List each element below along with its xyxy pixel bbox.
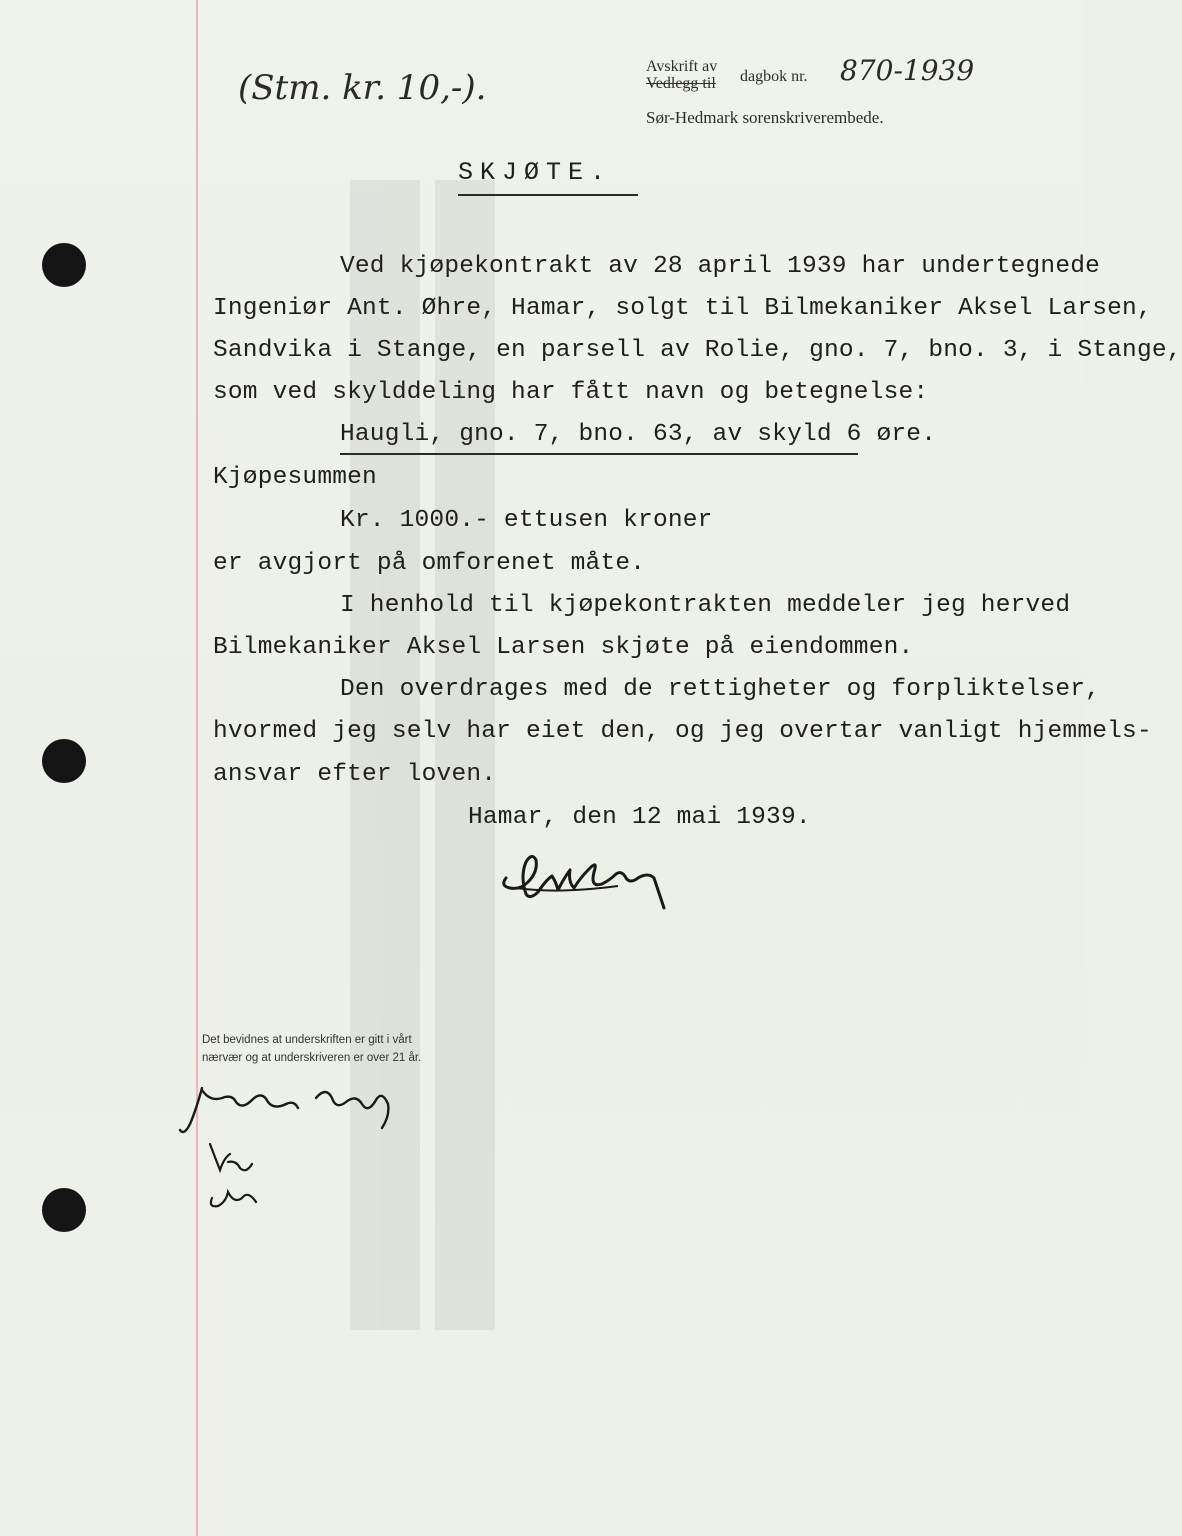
stamp-vedlegg-struck: Vedlegg til: [646, 75, 716, 92]
handwritten-reference: (Stm. kr. 10,-).: [238, 68, 487, 108]
punch-hole: [42, 243, 86, 287]
certification-line: Det bevidnes at underskriften er gitt i vårt: [202, 1034, 412, 1046]
body-line: Ved kjøpekontrakt av 28 april 1939 har undertegnede: [340, 253, 1101, 280]
stamp-office: Sør-Hedmark sorenskriverembede.: [646, 108, 884, 127]
punch-hole: [42, 739, 86, 783]
punch-hole: [42, 1188, 86, 1232]
property-underline: [340, 453, 858, 455]
body-line: Kjøpesummen: [213, 464, 377, 491]
body-line: I henhold til kjøpekontrakten meddeler jeg herved: [340, 592, 1071, 619]
document-title: SKJØTE.: [458, 158, 613, 187]
body-line: Ingeniør Ant. Øhre, Hamar, solgt til Bilmekaniker Aksel Larsen,: [213, 295, 1152, 322]
body-line: hvormed jeg selv har eiet den, og jeg overtar vanligt hjemmels-: [213, 718, 1152, 745]
property-name-line: Haugli, gno. 7, bno. 63, av skyld 6 øre.: [340, 421, 937, 448]
price-line: Kr. 1000.- ettusen kroner: [340, 507, 713, 534]
margin-line: [196, 0, 198, 1536]
place-date-line: Hamar, den 12 mai 1939.: [468, 804, 811, 831]
stamp-dagbok: dagbok nr.: [740, 68, 808, 85]
signature-mark: [498, 848, 688, 918]
body-line: Bilmekaniker Aksel Larsen skjøte på eiendommen.: [213, 634, 914, 661]
dagbok-number: 870-1939: [840, 54, 975, 87]
witness-signature-mark: [200, 1140, 280, 1220]
body-line: som ved skylddeling har fått navn og betegnelse:: [213, 379, 929, 406]
witness-signature-mark: [176, 1080, 406, 1140]
certification-line: nærvær og at underskriveren er over 21 år.: [202, 1052, 422, 1064]
title-underline: [458, 194, 638, 196]
body-line: Sandvika i Stange, en parsell av Rolie, gno. 7, bno. 3, i Stange,: [213, 337, 1182, 364]
stamp-avskrift: Avskrift av: [646, 58, 718, 75]
body-line: ansvar efter loven.: [213, 761, 497, 788]
body-line: er avgjort på omforenet måte.: [213, 550, 646, 577]
body-line: Den overdrages med de rettigheter og forpliktelser,: [340, 676, 1101, 703]
